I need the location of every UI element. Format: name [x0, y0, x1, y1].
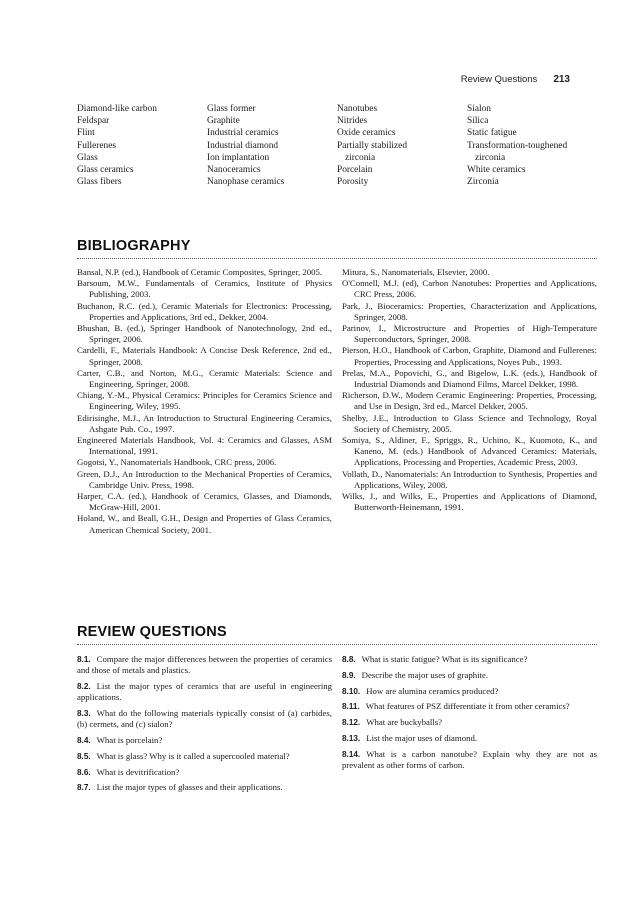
review-questions-list: [77, 654, 597, 798]
key-term: Nanotubes: [337, 104, 378, 114]
question-text: What is porcelain?: [96, 735, 163, 745]
question-text: What do the following materials typically consist of (a) carbides, (b) cermets, and (c) sialon?: [77, 708, 332, 730]
bibliography-entry: Bansal, N.P. (ed.), Handbook of Ceramic Composites, Springer, 2005.: [77, 267, 323, 277]
question-text: Describe the major uses of graphite.: [361, 669, 489, 680]
question-text: What features of PSZ differentiate it from other ceramics?: [365, 701, 570, 712]
key-term: zirconia: [345, 152, 376, 163]
question-number: 8.13.: [342, 733, 361, 743]
key-terms-list: [77, 103, 597, 188]
bibliography-entry: Carter, C.B., and Norton, M.G., Ceramic Materials: Science and Engineering, Springer, 2008.: [77, 367, 332, 390]
key-term: Glass ceramics: [77, 165, 134, 176]
review-question: [342, 717, 597, 728]
key-term: White ceramics: [467, 165, 526, 176]
question-text: What is a carbon nanotube? Explain why they are not as prevalent as other forms of carbon.: [342, 748, 597, 770]
key-term: Partially stabilized: [337, 140, 408, 151]
key-terms-column-1: [77, 103, 207, 188]
question-number: 8.6.: [77, 767, 91, 777]
review-question: [77, 767, 332, 778]
bibliography-entry: Pierson, H.O., Handbook of Carbon, Graphite, Diamond and Fullerenes: Properties, Processing and Applications, Noyes Pub., 1993.: [342, 345, 597, 367]
review-questions-column-left: [77, 654, 332, 798]
running-header-section: Review Questions: [460, 74, 538, 85]
key-term: Glass former: [207, 104, 256, 114]
review-question: [342, 686, 597, 697]
question-number: 8.1.: [77, 655, 91, 664]
bibliography-entry: Prelas, M.A., Popovichi, G., and Bigelow, L.K. (eds.), Handbook of Industrial Diamonds and Diamond Films, Marcel Dekker, 1998.: [342, 367, 597, 390]
bibliography-entry: Buchanon, R.C. (ed.), Ceramic Materials for Electronics: Processing, Properties and Applications, 3rd ed., Dekker, 2004.: [77, 300, 332, 322]
question-number: 8.3.: [77, 709, 91, 718]
key-terms-column-2: [207, 103, 337, 188]
question-text: What is glass? Why is it called a supercooled material?: [96, 750, 290, 761]
bibliography-entry: Chiang, Y.-M., Physical Ceramics: Principles for Ceramics Science and Engineering, Wiley, 1995.: [77, 390, 332, 412]
bibliography-column-right: [342, 267, 597, 536]
bibliography-entry: Mitura, S., Nanomaterials, Elsevier, 2000.: [342, 267, 490, 277]
key-term: Flint: [77, 128, 95, 139]
bibliography-entry: Shelby, J.E., Introduction to Glass Science and Technology, Royal Society of Chemistry, 2005.: [342, 412, 597, 434]
bibliography-entry: Richerson, D.W., Modern Ceramic Engineering: Properties, Processing, and Use in Design, 3rd ed., Marcel Dekker, 2005.: [342, 390, 597, 412]
page-number: 213: [553, 74, 570, 85]
key-term: Fullerenes: [77, 140, 117, 151]
question-text: List the major types of glasses and their applications.: [96, 782, 283, 793]
key-terms-column-4: [467, 103, 597, 188]
key-term: Feldspar: [77, 116, 110, 127]
review-question: [77, 681, 332, 703]
review-question: [342, 701, 597, 712]
bibliography-entry: Green, D.J., An Introduction to the Mechanical Properties of Ceramics, Cambridge Univ. Press, 1998.: [77, 468, 332, 490]
key-term: Static fatigue: [467, 128, 517, 139]
review-question: [342, 654, 597, 665]
key-term: zirconia: [475, 152, 506, 163]
bibliography-entry: Cardelli, F., Materials Handbook: A Concise Desk Reference, 2nd ed., Springer, 2008.: [77, 345, 332, 367]
key-term: Ion implantation: [207, 152, 270, 163]
key-terms-column-3: [337, 103, 467, 188]
question-number: 8.8.: [342, 655, 356, 664]
review-question: [342, 733, 597, 744]
question-number: 8.9.: [342, 670, 356, 680]
key-term: Transformation-toughened: [467, 140, 568, 151]
key-term: Industrial ceramics: [207, 128, 279, 139]
question-text: List the major types of ceramics that are useful in engineering applications.: [77, 681, 332, 703]
question-text: What are buckyballs?: [366, 717, 443, 728]
key-term: Porcelain: [337, 165, 373, 176]
bibliography-entry: Holand, W., and Beall, G.H., Design and Properties of Glass Ceramics, American Chemical Society, 2001.: [77, 513, 332, 535]
bibliography-entry: Vollath, D., Nanomaterials: An Introduction to Synthesis, Properties and Applications, Wiley, 2008.: [342, 468, 597, 490]
question-text: What is devitrification?: [96, 766, 180, 777]
key-term: Nitrides: [337, 116, 368, 127]
review-question: [77, 735, 332, 746]
key-term: Nanoceramics: [207, 165, 261, 176]
bibliography-entry: Parinov, I., Microstructure and Properties of High-Temperature Superconductors, Springer, 2008.: [342, 323, 597, 345]
bibliography-entry: Engineered Materials Handbook, Vol. 4: Ceramics and Glasses, ASM International, 1991.: [77, 435, 332, 457]
review-question: [77, 751, 332, 762]
key-term: Zirconia: [467, 177, 499, 188]
review-question: [342, 670, 597, 681]
review-question: [342, 749, 597, 771]
question-number: 8.2.: [77, 682, 91, 691]
key-term: Sialon: [467, 104, 491, 114]
key-term: Industrial diamond: [207, 140, 279, 151]
bibliography-entry: Edirisinghe, M.J., An Introduction to Structural Engineering Ceramics, Ashgate Pub. Co., 1997.: [77, 412, 332, 434]
key-term: Glass: [77, 152, 98, 163]
bibliography-entry: O'Connell, M.J. (ed), Carbon Nanotubes: Properties and Applications, CRC Press, 2006.: [342, 278, 597, 300]
key-term: Porosity: [337, 177, 369, 188]
key-term: Oxide ceramics: [337, 128, 396, 139]
running-header: [461, 74, 570, 85]
review-questions-heading: REVIEW QUESTIONS: [77, 624, 227, 640]
question-number: 8.14.: [342, 749, 361, 759]
bibliography-column-left: [77, 267, 332, 536]
bibliography-entry: Gogotsi, Y., Nanomaterials Handbook, CRC press, 2006.: [77, 457, 277, 468]
bibliography-entry: Barsoum, M.W., Fundamentals of Ceramics, Institute of Physics Publishing, 2003.: [77, 278, 332, 300]
bibliography-list: [77, 267, 597, 536]
review-questions-column-right: [342, 654, 597, 798]
review-question: [77, 708, 332, 730]
question-number: 8.11.: [342, 702, 360, 712]
bibliography-entry: Harper, C.A. (ed.), Handbook of Ceramics, Glasses, and Diamonds, McGraw-Hill, 2001.: [77, 491, 332, 513]
bibliography-rule: [77, 258, 597, 259]
bibliography-entry: Somiya, S., Aldiner, F., Spriggs, R., Uchino, K., Kuomoto, K., and Kaneno, M. (eds.) Handbook of Advanced Ceramics: Materials, Applications, Processing and Properties, Academic Press, 2003.: [342, 435, 597, 468]
question-text: What is static fatigue? What is its significance?: [361, 654, 528, 664]
question-number: 8.7.: [77, 783, 91, 793]
bibliography-heading: BIBLIOGRAPHY: [77, 238, 191, 254]
key-term: Silica: [467, 116, 489, 127]
review-questions-rule: [77, 644, 597, 645]
bibliography-entry: Park, J., Bioceramics: Properties, Characterization and Applications, Springer, 2008.: [342, 300, 597, 322]
key-term: Nanophase ceramics: [207, 177, 285, 188]
question-number: 8.5.: [77, 751, 91, 761]
key-term: Glass fibers: [77, 177, 122, 188]
review-question: [77, 782, 332, 793]
question-number: 8.12.: [342, 718, 361, 728]
question-text: List the major uses of diamond.: [366, 732, 478, 743]
key-term: Graphite: [207, 116, 240, 127]
bibliography-entry: Bhushan, B. (ed.), Springer Handbook of Nanotechnology, 2nd ed., Springer, 2006.: [77, 323, 332, 345]
question-number: 8.10.: [342, 686, 361, 696]
key-term: Diamond-like carbon: [77, 104, 157, 114]
review-question: [77, 654, 332, 676]
question-number: 8.4.: [77, 736, 91, 745]
question-text: How are alumina ceramics produced?: [366, 685, 499, 696]
bibliography-entry: Wilks, J., and Wilks, E., Properties and Applications of Diamond, Butterworth-Heinemann, 1991.: [342, 491, 597, 513]
question-text: Compare the major differences between the properties of ceramics and those of metals and plastics.: [77, 654, 332, 676]
